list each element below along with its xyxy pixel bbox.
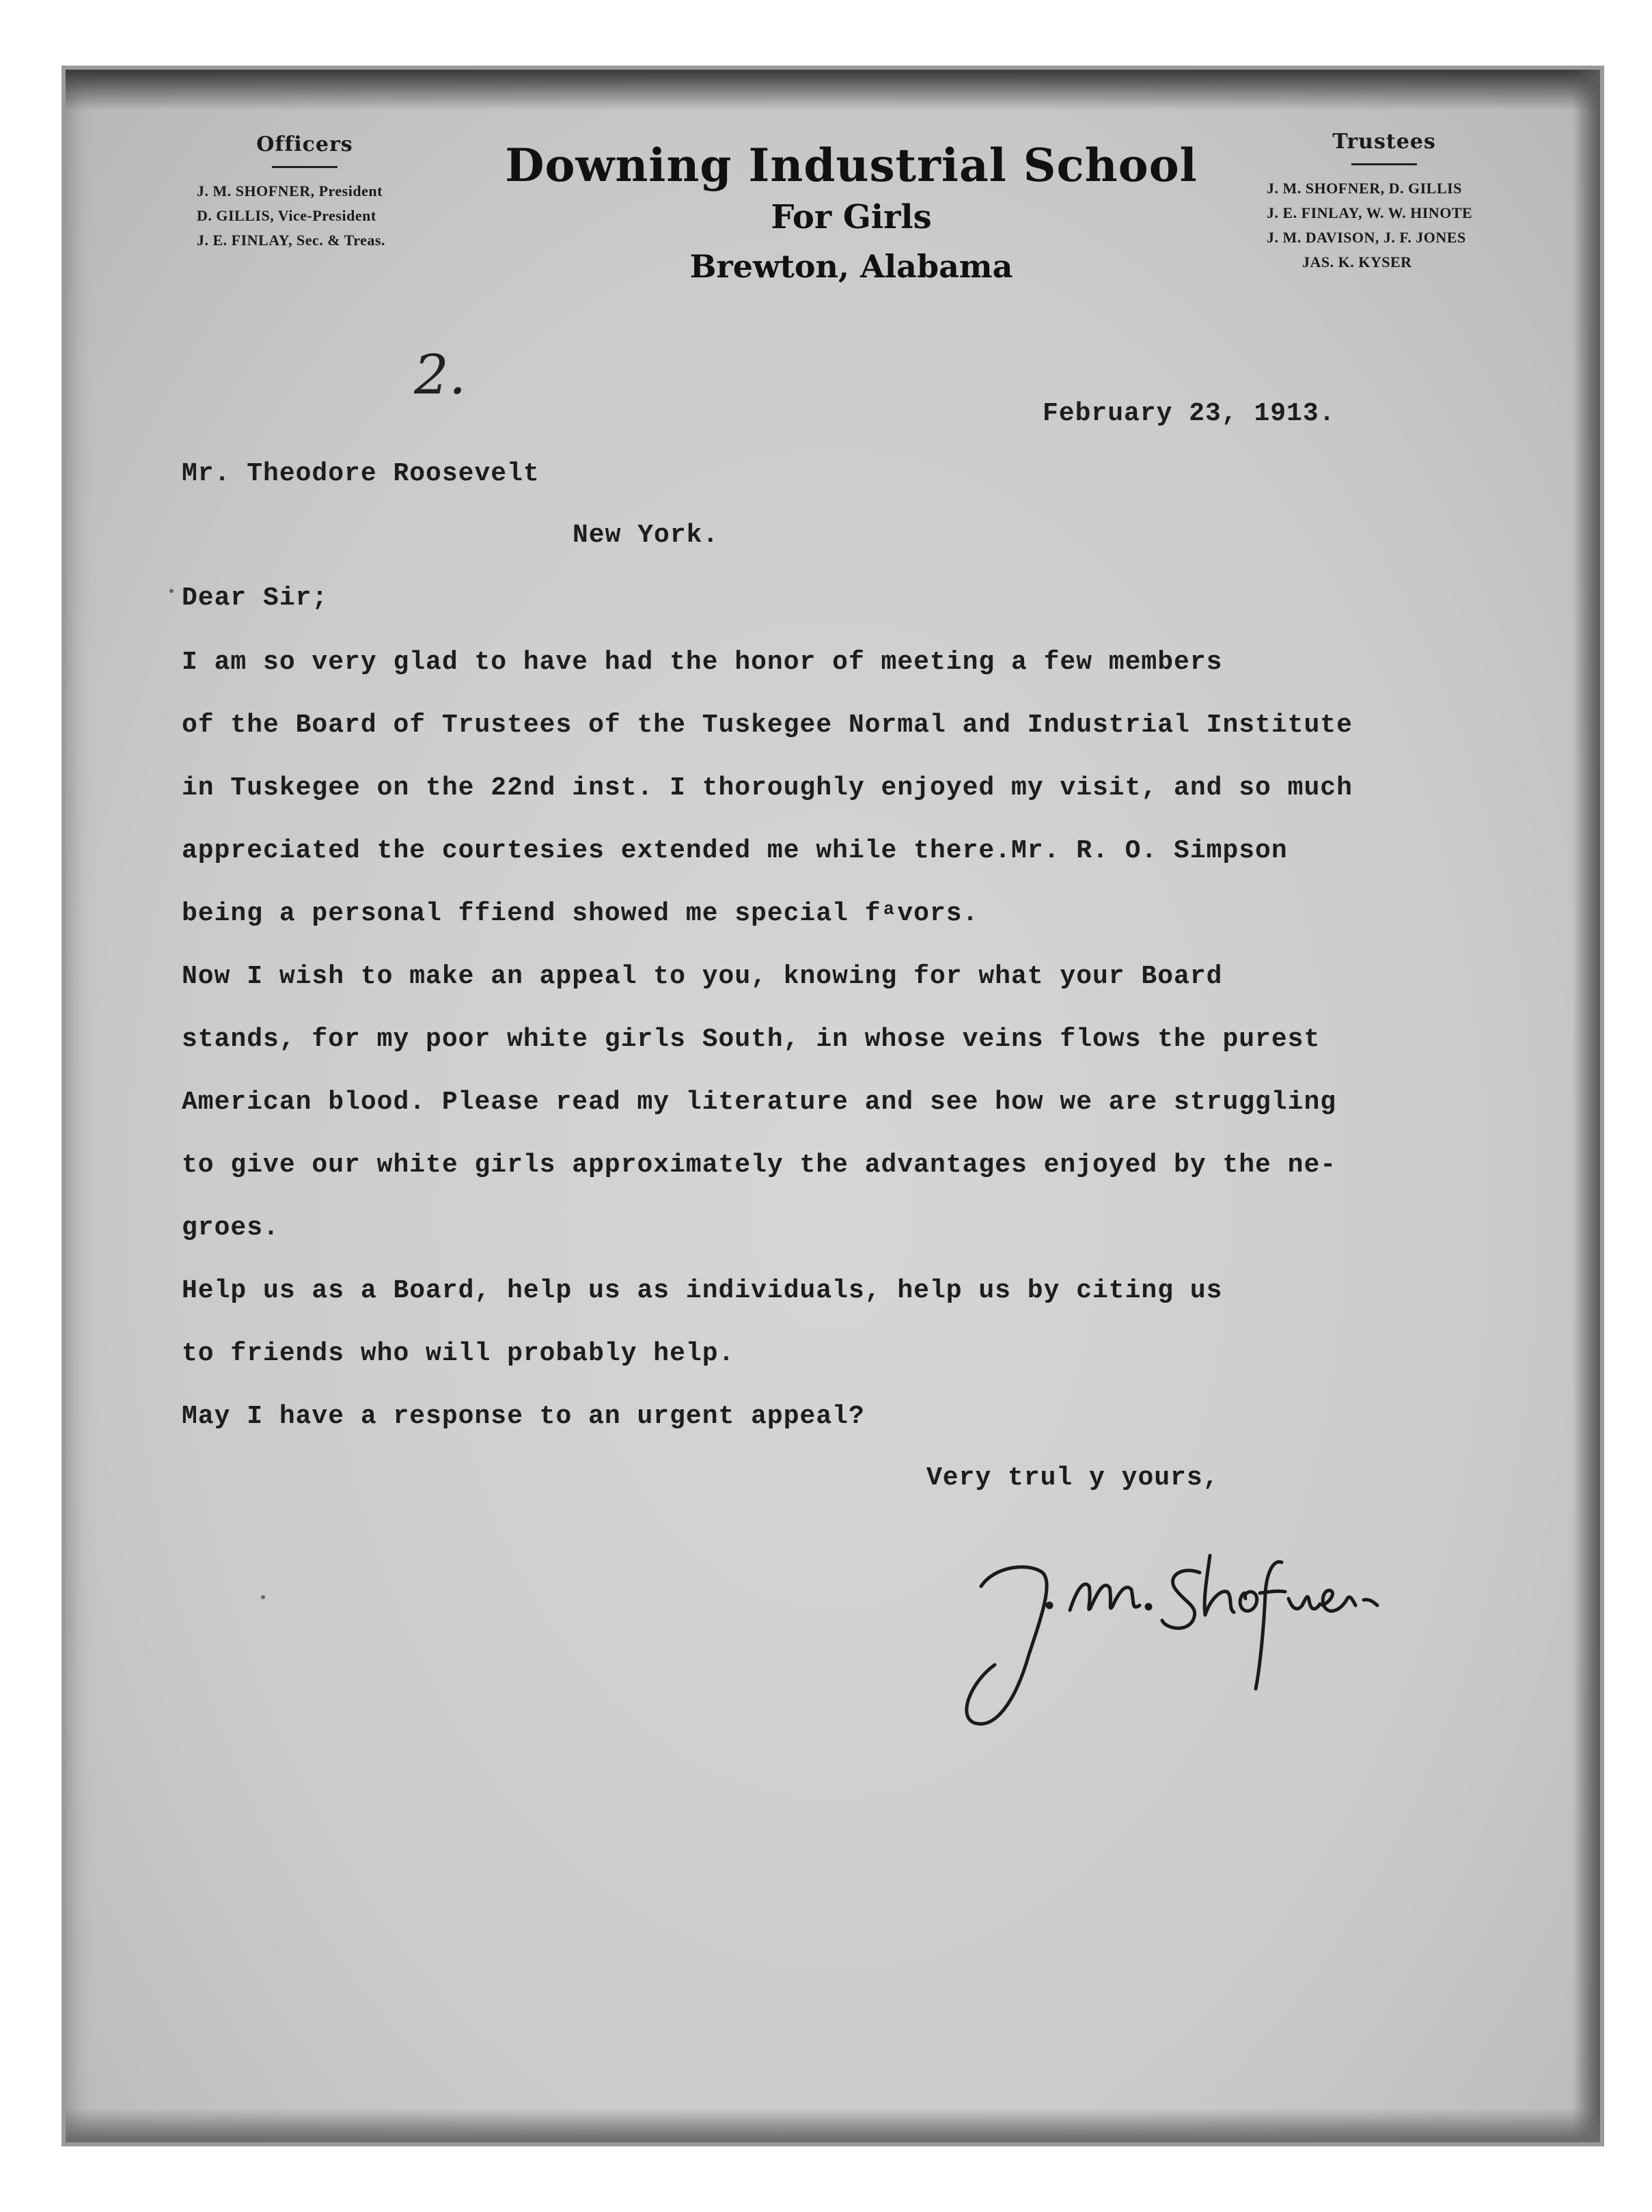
- handwritten-signature: [940, 1525, 1418, 1771]
- officer-line: J. M. SHOFNER, President: [197, 182, 383, 199]
- body-line: to give our white girls approximately the advantages enjoyed by the ne-: [182, 1150, 1337, 1180]
- trustees-heading: Trustees: [1332, 130, 1436, 154]
- recipient-name: Mr. Theodore Roosevelt: [182, 459, 540, 488]
- school-name: Downing Industrial School: [505, 139, 1198, 192]
- paper-speck: [261, 1595, 265, 1599]
- body-line: to friends who will probably help.: [182, 1339, 735, 1368]
- body-line: groes.: [182, 1213, 279, 1243]
- recipient-city: New York.: [573, 521, 719, 550]
- officer-line: J. E. FINLAY, Sec. & Treas.: [197, 232, 385, 249]
- body-line: of the Board of Trustees of the Tuskegee Normal and Industrial Institute: [182, 710, 1353, 740]
- officer-line: D. GILLIS, Vice-President: [197, 207, 376, 224]
- letter-sheet: [61, 66, 1604, 2146]
- officers-block: [161, 133, 448, 253]
- trustee-line: J. M. DAVISON, J. F. JONES: [1267, 229, 1466, 246]
- body-line: in Tuskegee on the 22nd inst. I thoroughly enjoyed my visit, and so much: [182, 773, 1353, 803]
- sheet-bottom-shadow: [66, 2108, 1600, 2142]
- sheet-top-shadow: [66, 70, 1600, 111]
- trustee-line: J. E. FINLAY, W. W. HINOTE: [1267, 204, 1473, 221]
- body-line: American blood. Please read my literature and see how we are struggling: [182, 1088, 1337, 1117]
- closing: Very trul y yours,: [926, 1463, 1220, 1493]
- salutation: Dear Sir;: [182, 583, 329, 613]
- school-location: Brewton, Alabama: [689, 248, 1013, 285]
- trustee-line: JAS. K. KYSER: [1302, 253, 1412, 271]
- school-subtitle: For Girls: [771, 198, 932, 236]
- trustee-line: J. M. SHOFNER, D. GILLIS: [1267, 180, 1462, 197]
- officers-heading: Officers: [256, 133, 353, 156]
- body-line: stands, for my poor white girls South, in whose veins flows the purest: [182, 1025, 1321, 1054]
- school-masthead: [503, 138, 1200, 291]
- body-line: May I have a response to an urgent appeal?: [182, 1402, 865, 1431]
- body-line: I am so very glad to have had the honor of meeting a few members: [182, 648, 1223, 677]
- sheet-right-shadow: [1573, 70, 1600, 2142]
- body-line: being a personal ffiend showed me special fᵃvors.: [182, 899, 979, 928]
- officers-divider: [272, 166, 338, 168]
- letter-date: February 23, 1913.: [1043, 399, 1336, 428]
- handwritten-page-number: 2.: [414, 343, 467, 406]
- paper-speck: [169, 589, 174, 593]
- body-line: Now I wish to make an appeal to you, knowing for what your Board: [182, 962, 1223, 991]
- trustees-divider: [1351, 163, 1417, 165]
- trustees-block: [1241, 130, 1528, 275]
- body-line: Help us as a Board, help us as individuals, help us by citing us: [182, 1276, 1223, 1305]
- body-line: appreciated the courtesies extended me while there.Mr. R. O. Simpson: [182, 836, 1288, 866]
